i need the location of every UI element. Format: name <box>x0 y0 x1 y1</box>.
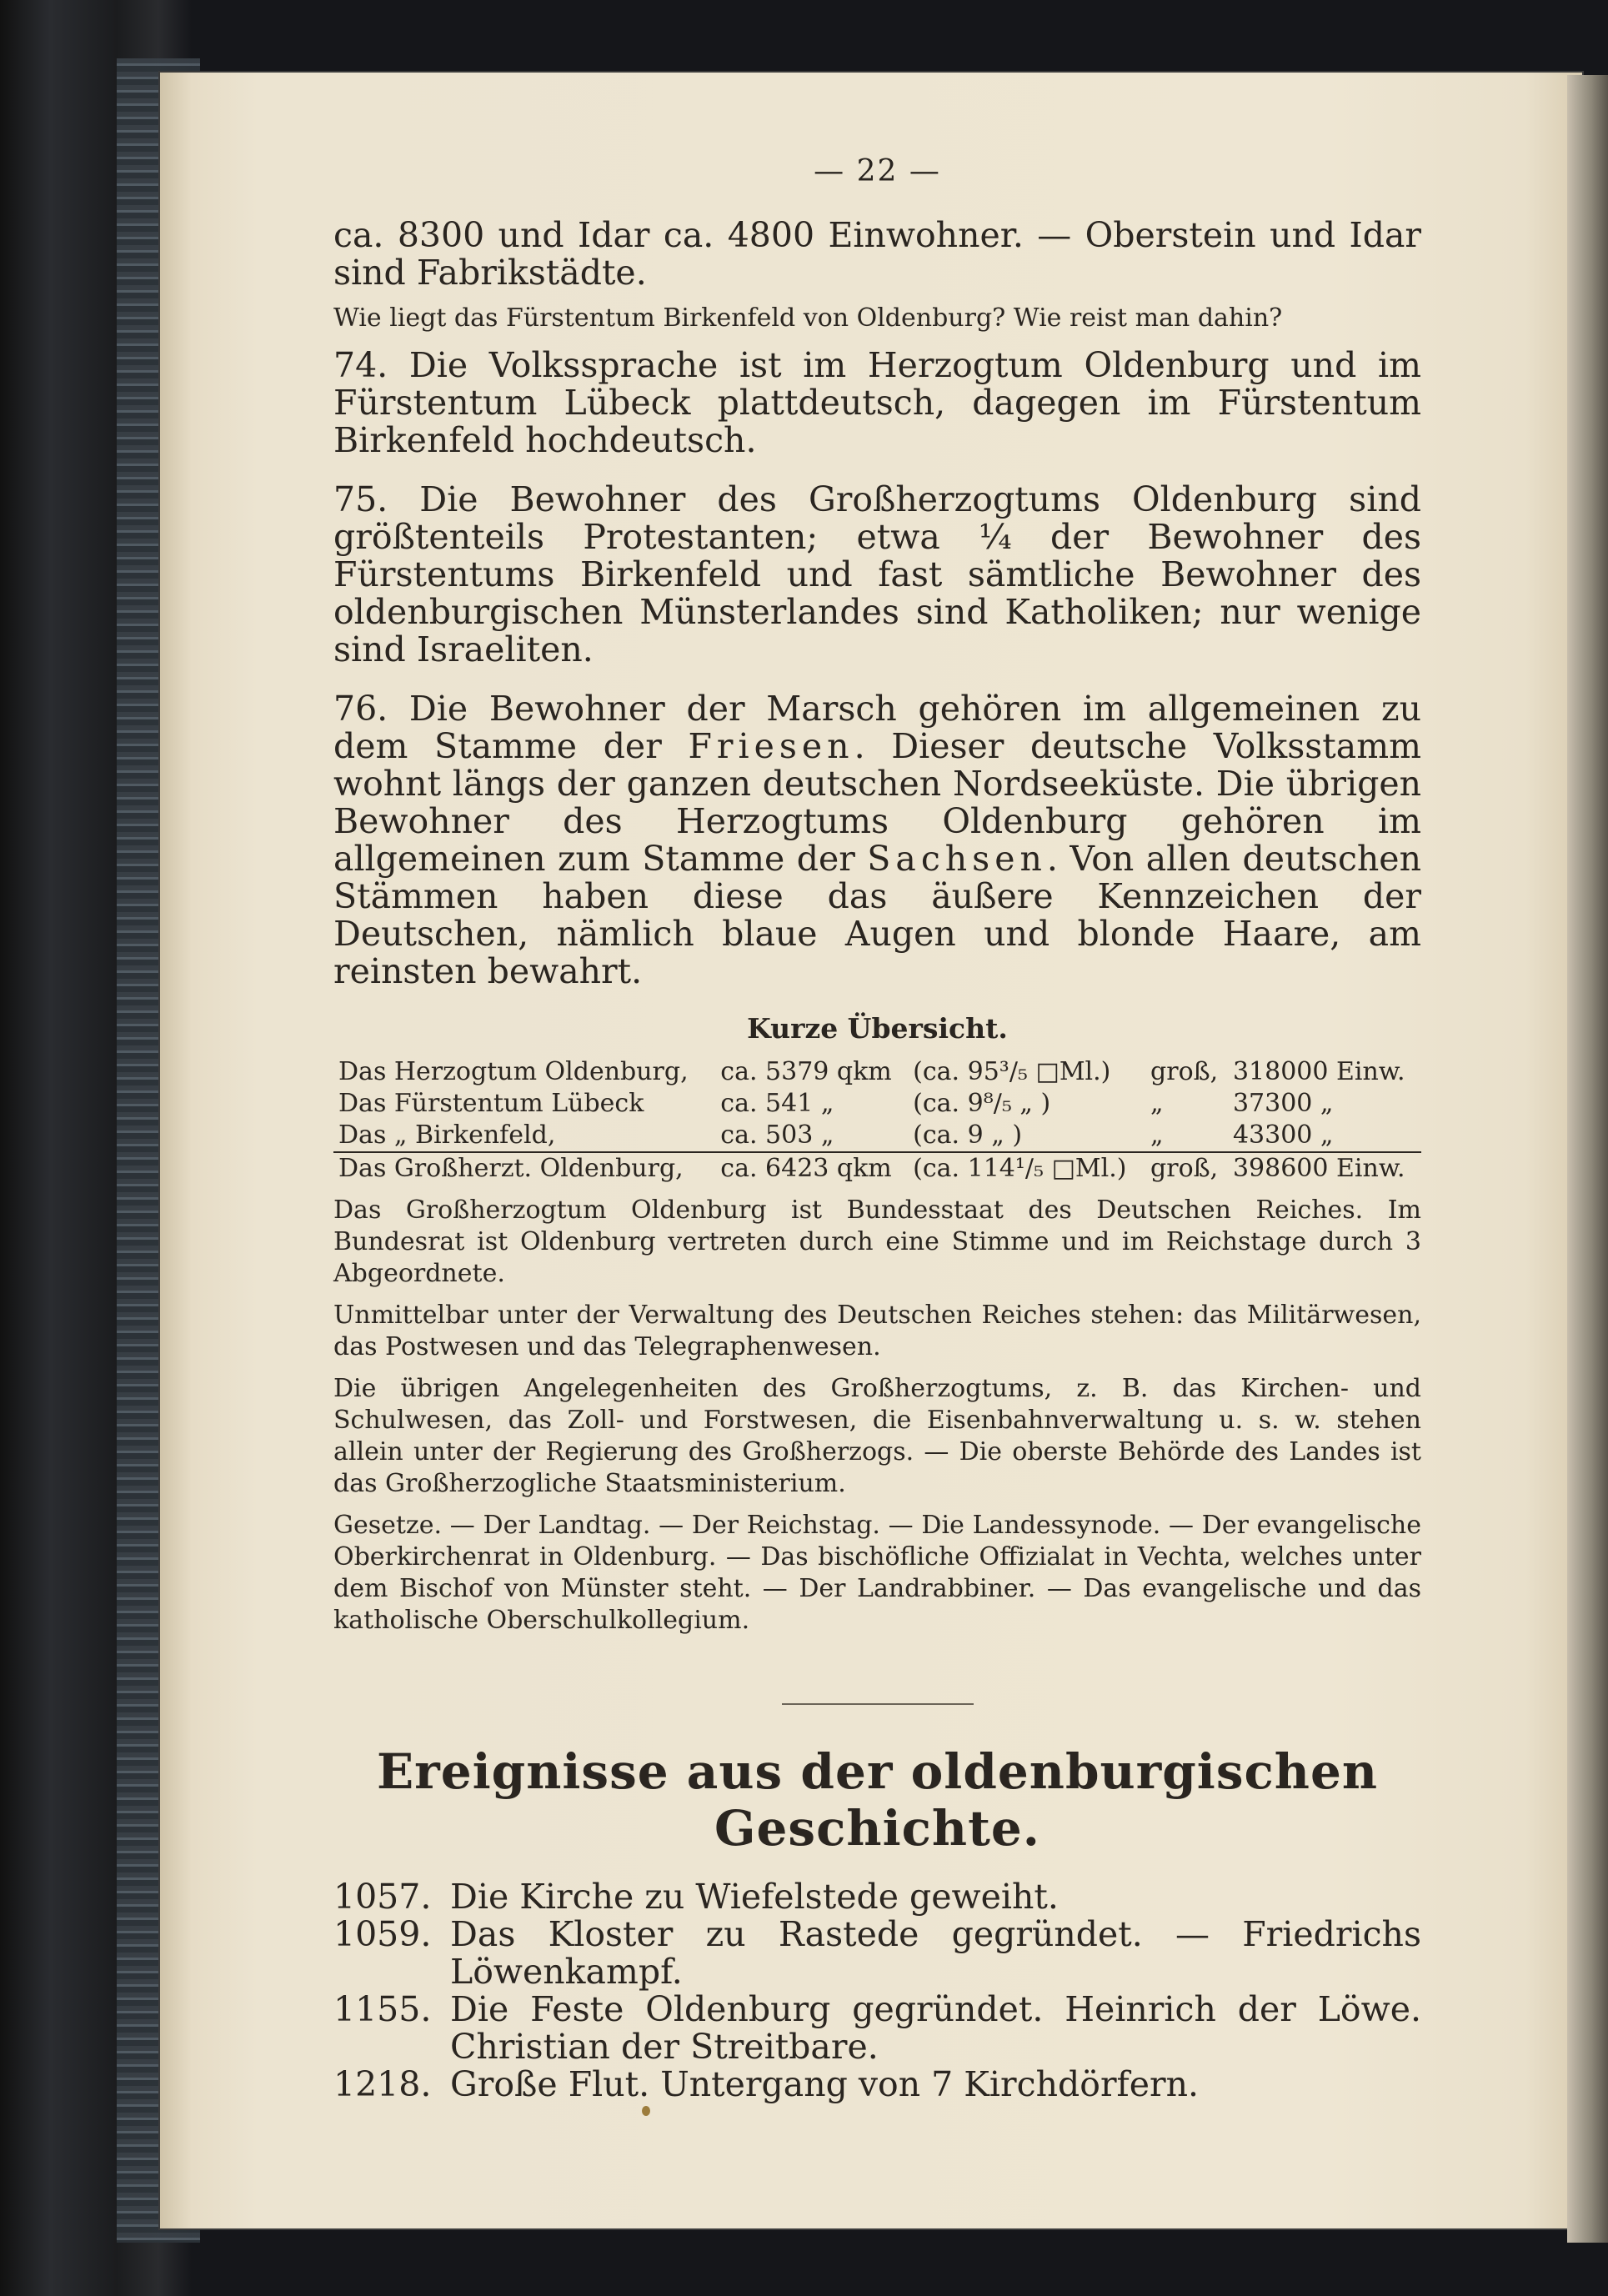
intro-text: ca. 8300 und Idar ca. 4800 Einwohner. — Oberstein und Idar sind Fabrikstädte. <box>333 215 1421 293</box>
event-item <box>333 1991 1421 2066</box>
table-row <box>333 1120 1421 1152</box>
event-year: 1059. <box>333 1914 432 1954</box>
table-row <box>333 1088 1421 1120</box>
small-paragraph-1: Das Großherzogtum Oldenburg ist Bundesstaat des Deutschen Reiches. Im Bundesrat ist Oldenburg vertreten durch eine Stimme und im Reichstage durch 3 Abgeordnete. <box>333 1196 1421 1288</box>
row-pop: 43300 „ <box>1232 1120 1334 1150</box>
row-area: ca. 5379 qkm <box>720 1057 892 1086</box>
small-paragraph-4: Gesetze. — Der Landtag. — Der Reichstag. — Die Landessynode. — Der evangelische Oberkirchenrat in Oldenburg. — Das bischöfliche Offizialat in Vechta, welches unter dem Bischof von Münster steht. — Der Landrabbiner. — Das evangelische und das katholische Oberschulkollegium. <box>333 1511 1421 1635</box>
row-pop: 37300 „ <box>1232 1089 1334 1118</box>
overview-table <box>333 1056 1421 1185</box>
row-area: ca. 503 „ <box>720 1120 834 1150</box>
row-sqmi: (ca. 9⁸/₅ „ ) <box>913 1089 1051 1118</box>
row-pop: 398600 Einw. <box>1228 1152 1421 1185</box>
row-name: Das Fürstentum Lübeck <box>338 1089 644 1118</box>
event-item <box>333 1878 1421 1916</box>
event-text: Das Kloster zu Rastede gegründet. — Friedrichs Löwenkampf. <box>450 1914 1421 1992</box>
event-item <box>333 2066 1421 2103</box>
row-gross: groß, <box>1145 1152 1228 1185</box>
sachsen-term: Sachsen <box>867 839 1047 879</box>
ink-spot <box>642 2106 650 2116</box>
event-item <box>333 1916 1421 1991</box>
row-name: Das „ Birkenfeld, <box>338 1120 556 1150</box>
row-sqmi: (ca. 114¹/₅ □Ml.) <box>908 1152 1145 1185</box>
event-year: 1218. <box>333 2064 432 2104</box>
overview-title: Kurze Übersicht. <box>747 1012 1008 1045</box>
paragraph-76-part-b: . Dieser deutsche Volksstamm wohnt längs der ganzen deutschen Nordseeküste. Die übrigen Bewohner des Herzogtums Oldenburg gehören im allgemeinen zum Stamme der <box>333 726 1421 879</box>
section-heading: Ereignisse aus der oldenburgischen Geschichte. <box>376 1743 1379 1857</box>
row-name: Das Herzogtum Oldenburg, <box>338 1057 689 1086</box>
question-text: Wie liegt das Fürstentum Birkenfeld von Oldenburg? Wie reist man dahin? <box>333 303 1283 333</box>
divider-rule <box>782 1703 974 1705</box>
row-area: ca. 541 „ <box>720 1089 834 1118</box>
event-text: Große Flut. Untergang von 7 Kirchdörfern. <box>450 2064 1200 2104</box>
row-pop: 318000 Einw. <box>1232 1057 1405 1086</box>
row-area: ca. 6423 qkm <box>715 1152 908 1185</box>
friesen-term: Friesen <box>688 726 854 766</box>
paragraph-75: 75. Die Bewohner des Großherzogtums Oldenburg sind größtenteils Protestanten; etwa ¼ der Bewohner des Fürstentums Birkenfeld und fast sämtliche Bewohner des oldenburgischen Münsterlandes sind Katholiken; nur wenige sind Israeliten. <box>333 479 1421 669</box>
table-row <box>333 1056 1421 1088</box>
row-sqmi: (ca. 9 „ ) <box>913 1120 1023 1150</box>
small-paragraph-2: Unmittelbar unter der Verwaltung des Deutschen Reiches stehen: das Militärwesen, das Postwesen und das Telegraphenwesen. <box>333 1301 1421 1361</box>
small-paragraph-3: Die übrigen Angelegenheiten des Großherzogtums, z. B. das Kirchen- und Schulwesen, das Zoll- und Forstwesen, die Eisenbahnverwaltung u. s. w. stehen allein unter der Regierung des Großherzogs. — Die oberste Behörde des Landes ist das Großherzogliche Staatsministerium. <box>333 1374 1421 1498</box>
paragraph-74: 74. Die Volkssprache ist im Herzogtum Oldenburg und im Fürstentum Lübeck plattdeutsch, dagegen im Fürstentum Birkenfeld hochdeutsch. <box>333 345 1421 460</box>
row-name: Das Großherzt. Oldenburg, <box>333 1152 715 1185</box>
event-text: Die Feste Oldenburg gegründet. Heinrich der Löwe. Christian der Streitbare. <box>450 1989 1421 2067</box>
row-gross: „ <box>1150 1089 1164 1118</box>
row-gross: „ <box>1150 1120 1164 1150</box>
event-year: 1155. <box>333 1989 432 2029</box>
event-year: 1057. <box>333 1877 432 1917</box>
page-number: — 22 — <box>814 154 941 188</box>
paragraph-76 <box>333 690 1421 990</box>
table-total-row <box>333 1152 1421 1185</box>
paragraph-76-part-a: 76. Die Bewohner der Marsch gehören im allgemeinen zu dem Stamme der <box>333 689 1421 766</box>
paragraph-76-part-c: . Von allen deutschen Stämmen haben diese das äußere Kennzeichen der Deutschen, nämlich blaue Augen und blonde Haare, am reinsten bewahrt. <box>333 839 1421 991</box>
row-sqmi: (ca. 95³/₅ □Ml.) <box>913 1057 1111 1086</box>
event-text: Die Kirche zu Wiefelstede geweiht. <box>450 1877 1059 1917</box>
page-content <box>333 154 1421 2103</box>
page-gutter-shadow <box>1567 75 1608 2243</box>
row-gross: groß, <box>1150 1057 1219 1086</box>
